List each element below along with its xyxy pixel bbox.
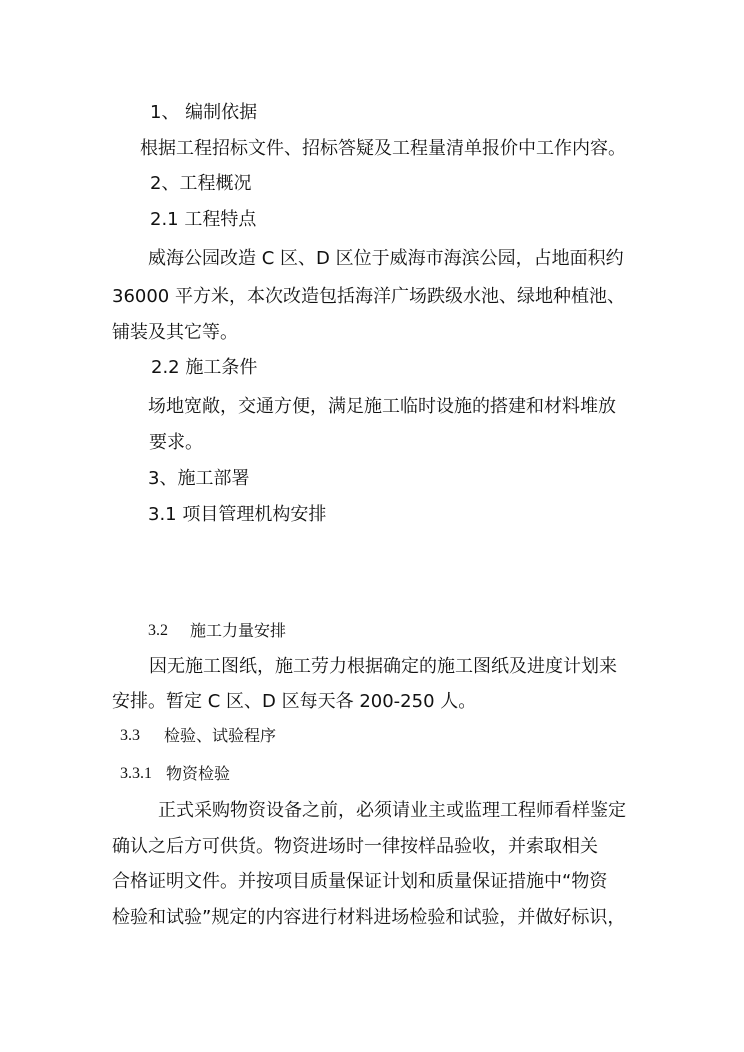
heading-3-2: 施工力量安排 <box>190 621 287 640</box>
paragraph-line: 正式采购物资设备之前，必须请业主或监理工程师看样鉴定 <box>158 800 626 821</box>
heading-1: 1、 编制依据 <box>150 102 258 123</box>
paragraph-line: 铺装及其它等。 <box>112 322 238 343</box>
paragraph-line: 因无施工图纸，施工劳力根据确定的施工图纸及进度计划来 <box>149 656 617 677</box>
paragraph-line: 检验和试验”规定的内容进行材料进场检验和试验，并做好标识， <box>112 907 626 928</box>
paragraph-line: 威海公园改造 C 区、D 区位于威海市海滨公园，占地面积约 <box>148 248 624 269</box>
paragraph-line: 根据工程招标文件、招标答疑及工程量清单报价中工作内容。 <box>140 138 626 159</box>
heading-3-3-1: 物资检验 <box>166 764 231 783</box>
heading-3-1: 3.1 项目管理机构安排 <box>148 504 327 525</box>
paragraph-line: 安排。暂定 C 区、D 区每天各 200-250 人。 <box>112 691 477 712</box>
section-number-3-2: 3.2 <box>148 622 168 639</box>
paragraph-line: 要求。 <box>149 432 203 453</box>
heading-2: 2、工程概况 <box>150 173 252 194</box>
paragraph-line: 场地宽敞，交通方便，满足施工临时设施的搭建和材料堆放 <box>148 396 616 417</box>
paragraph-line: 36000 平方米，本次改造包括海洋广场跌级水池、绿地种植池、 <box>112 286 625 307</box>
heading-2-1: 2.1 工程特点 <box>150 209 257 230</box>
heading-3: 3、施工部署 <box>148 468 250 489</box>
heading-3-3: 检验、试验程序 <box>164 726 277 745</box>
heading-2-2: 2.2 施工条件 <box>151 357 258 378</box>
paragraph-line: 确认之后方可供货。物资进场时一律按样品验收，并索取相关 <box>112 836 598 857</box>
paragraph-line: 合格证明文件。并按项目质量保证计划和质量保证措施中“物资 <box>112 871 608 892</box>
section-number-3-3-1: 3.3.1 <box>120 765 152 782</box>
section-number-3-3: 3.3 <box>120 727 140 744</box>
